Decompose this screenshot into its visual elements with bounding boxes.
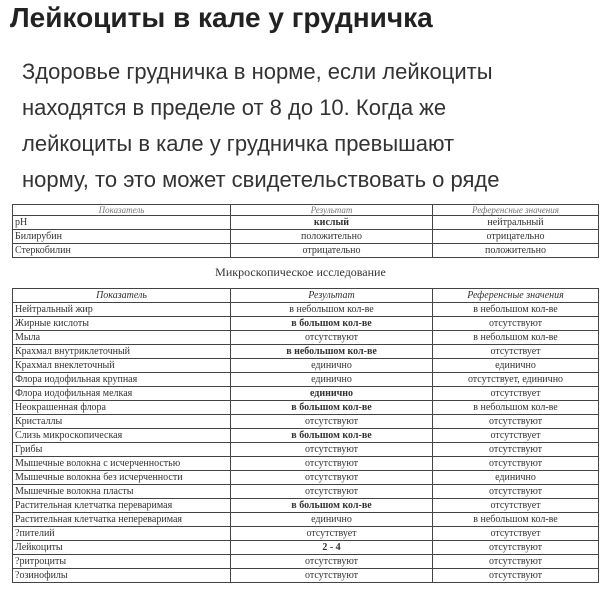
indicator-cell: ?пителий bbox=[13, 527, 231, 541]
microscopic-table bbox=[12, 288, 599, 583]
table-row bbox=[13, 457, 599, 471]
reference-cell: в небольшом кол-ве bbox=[433, 303, 599, 317]
reference-cell: отсутствует bbox=[433, 345, 599, 359]
result-cell: кислый bbox=[231, 216, 433, 230]
result-cell: в большом кол-ве bbox=[231, 401, 433, 415]
result-cell: отрицательно bbox=[231, 244, 433, 258]
reference-cell: отсутствует bbox=[433, 527, 599, 541]
result-cell: отсутствуют bbox=[231, 569, 433, 583]
header-indicator: Показатель bbox=[13, 205, 231, 216]
result-cell: единично bbox=[231, 513, 433, 527]
reference-cell: положительно bbox=[433, 244, 599, 258]
result-cell: положительно bbox=[231, 230, 433, 244]
table-caption: Микроскопическое исследование bbox=[215, 265, 386, 279]
indicator-cell: pH bbox=[13, 216, 231, 230]
article-paragraph bbox=[22, 54, 601, 198]
table-row bbox=[13, 513, 599, 527]
table-row bbox=[13, 429, 599, 443]
reference-cell: в небольшом кол-ве bbox=[433, 513, 599, 527]
reference-cell: отсутствует bbox=[433, 499, 599, 513]
reference-cell: отсутствуют bbox=[433, 555, 599, 569]
indicator-cell: Стеркобилин bbox=[13, 244, 231, 258]
indicator-cell: Слизь микроскопическая bbox=[13, 429, 231, 443]
result-cell: единично bbox=[231, 359, 433, 373]
indicator-cell: Мышечные волокна без исчерченности bbox=[13, 471, 231, 485]
result-cell: отсутствуют bbox=[231, 471, 433, 485]
table-row bbox=[13, 216, 599, 230]
table-row bbox=[13, 471, 599, 485]
result-cell: отсутствуют bbox=[231, 443, 433, 457]
result-cell: в большом кол-ве bbox=[231, 317, 433, 331]
table-row bbox=[13, 569, 599, 583]
reference-cell: отрицательно bbox=[433, 230, 599, 244]
result-cell: отсутствуют bbox=[231, 457, 433, 471]
table-row bbox=[13, 527, 599, 541]
indicator-cell: Неокрашенная флора bbox=[13, 401, 231, 415]
result-cell: отсутствуют bbox=[231, 555, 433, 569]
result-cell: отсутствуют bbox=[231, 485, 433, 499]
paragraph-line: находятся в пределе от 8 до 10. Когда же bbox=[22, 95, 447, 120]
header-reference: Референсные значения bbox=[433, 205, 599, 216]
indicator-cell: ?ритроциты bbox=[13, 555, 231, 569]
result-cell: отсутствуют bbox=[231, 331, 433, 345]
paragraph-line: лейкоциты в кале у грудничка превышают bbox=[22, 131, 455, 156]
result-cell: единично bbox=[231, 373, 433, 387]
paragraph-line: норму, то это может свидетельствовать о ряде bbox=[22, 167, 500, 192]
result-cell: единично bbox=[231, 387, 433, 401]
result-cell: в небольшом кол-ве bbox=[231, 345, 433, 359]
indicator-cell: Жирные кислоты bbox=[13, 317, 231, 331]
header-result: Результат bbox=[231, 205, 433, 216]
indicator-cell: Мыла bbox=[13, 331, 231, 345]
result-cell: в большом кол-ве bbox=[231, 499, 433, 513]
reference-cell: отсутствуют bbox=[433, 443, 599, 457]
table-row bbox=[13, 401, 599, 415]
indicator-cell: Флора иодофильная мелкая bbox=[13, 387, 231, 401]
header-indicator: Показатель bbox=[13, 289, 231, 303]
reference-cell: отсутствуют bbox=[433, 457, 599, 471]
reference-cell: отсутствует bbox=[433, 429, 599, 443]
result-cell: в небольшом кол-ве bbox=[231, 303, 433, 317]
indicator-cell: Флора иодофильная крупная bbox=[13, 373, 231, 387]
table-row bbox=[13, 331, 599, 345]
indicator-cell: Растительная клетчатка непереваримая bbox=[13, 513, 231, 527]
table-row bbox=[13, 499, 599, 513]
reference-cell: нейтральный bbox=[433, 216, 599, 230]
reference-cell: отсутствуют bbox=[433, 485, 599, 499]
indicator-cell: Нейтральный жир bbox=[13, 303, 231, 317]
result-cell: в большом кол-ве bbox=[231, 429, 433, 443]
table-row bbox=[13, 555, 599, 569]
table-row bbox=[13, 303, 599, 317]
paragraph-line: Здоровье грудничка в норме, если лейкоциты bbox=[22, 59, 493, 84]
result-cell: отсутствует bbox=[231, 527, 433, 541]
table-row bbox=[13, 541, 599, 555]
table-row bbox=[13, 443, 599, 457]
reference-cell: отсутствует, единично bbox=[433, 373, 599, 387]
indicator-cell: Крахмал внеклеточный bbox=[13, 359, 231, 373]
table-row bbox=[13, 345, 599, 359]
header-result: Результат bbox=[231, 289, 433, 303]
indicator-cell: Мышечные волокна с исчерченностью bbox=[13, 457, 231, 471]
reference-cell: отсутствуют bbox=[433, 317, 599, 331]
indicator-cell: Мышечные волокна пласты bbox=[13, 485, 231, 499]
macroscopic-table bbox=[12, 204, 599, 258]
reference-cell: отсутствуют bbox=[433, 569, 599, 583]
result-cell: отсутствуют bbox=[231, 415, 433, 429]
reference-cell: единично bbox=[433, 359, 599, 373]
indicator-cell: Лейкоциты bbox=[13, 541, 231, 555]
indicator-cell: Билирубин bbox=[13, 230, 231, 244]
reference-cell: в небольшом кол-ве bbox=[433, 331, 599, 345]
indicator-cell: ?озинофилы bbox=[13, 569, 231, 583]
reference-cell: отсутствуют bbox=[433, 541, 599, 555]
indicator-cell: Грибы bbox=[13, 443, 231, 457]
indicator-cell: Растительная клетчатка переваримая bbox=[13, 499, 231, 513]
indicator-cell: Кристаллы bbox=[13, 415, 231, 429]
reference-cell: отсутствует bbox=[433, 387, 599, 401]
header-reference: Референсные значения bbox=[433, 289, 599, 303]
table-row bbox=[13, 359, 599, 373]
reference-cell: в небольшом кол-ве bbox=[433, 401, 599, 415]
reference-cell: отсутствуют bbox=[433, 415, 599, 429]
result-cell: 2 - 4 bbox=[231, 541, 433, 555]
reference-cell: единично bbox=[433, 471, 599, 485]
table-row bbox=[13, 244, 599, 258]
article-title: Лейкоциты в кале у грудничка bbox=[10, 2, 433, 33]
table-row bbox=[13, 387, 599, 401]
table-row bbox=[13, 485, 599, 499]
table-row bbox=[13, 415, 599, 429]
table-row bbox=[13, 373, 599, 387]
table-row bbox=[13, 317, 599, 331]
table-row bbox=[13, 230, 599, 244]
indicator-cell: Крахмал внутриклеточный bbox=[13, 345, 231, 359]
